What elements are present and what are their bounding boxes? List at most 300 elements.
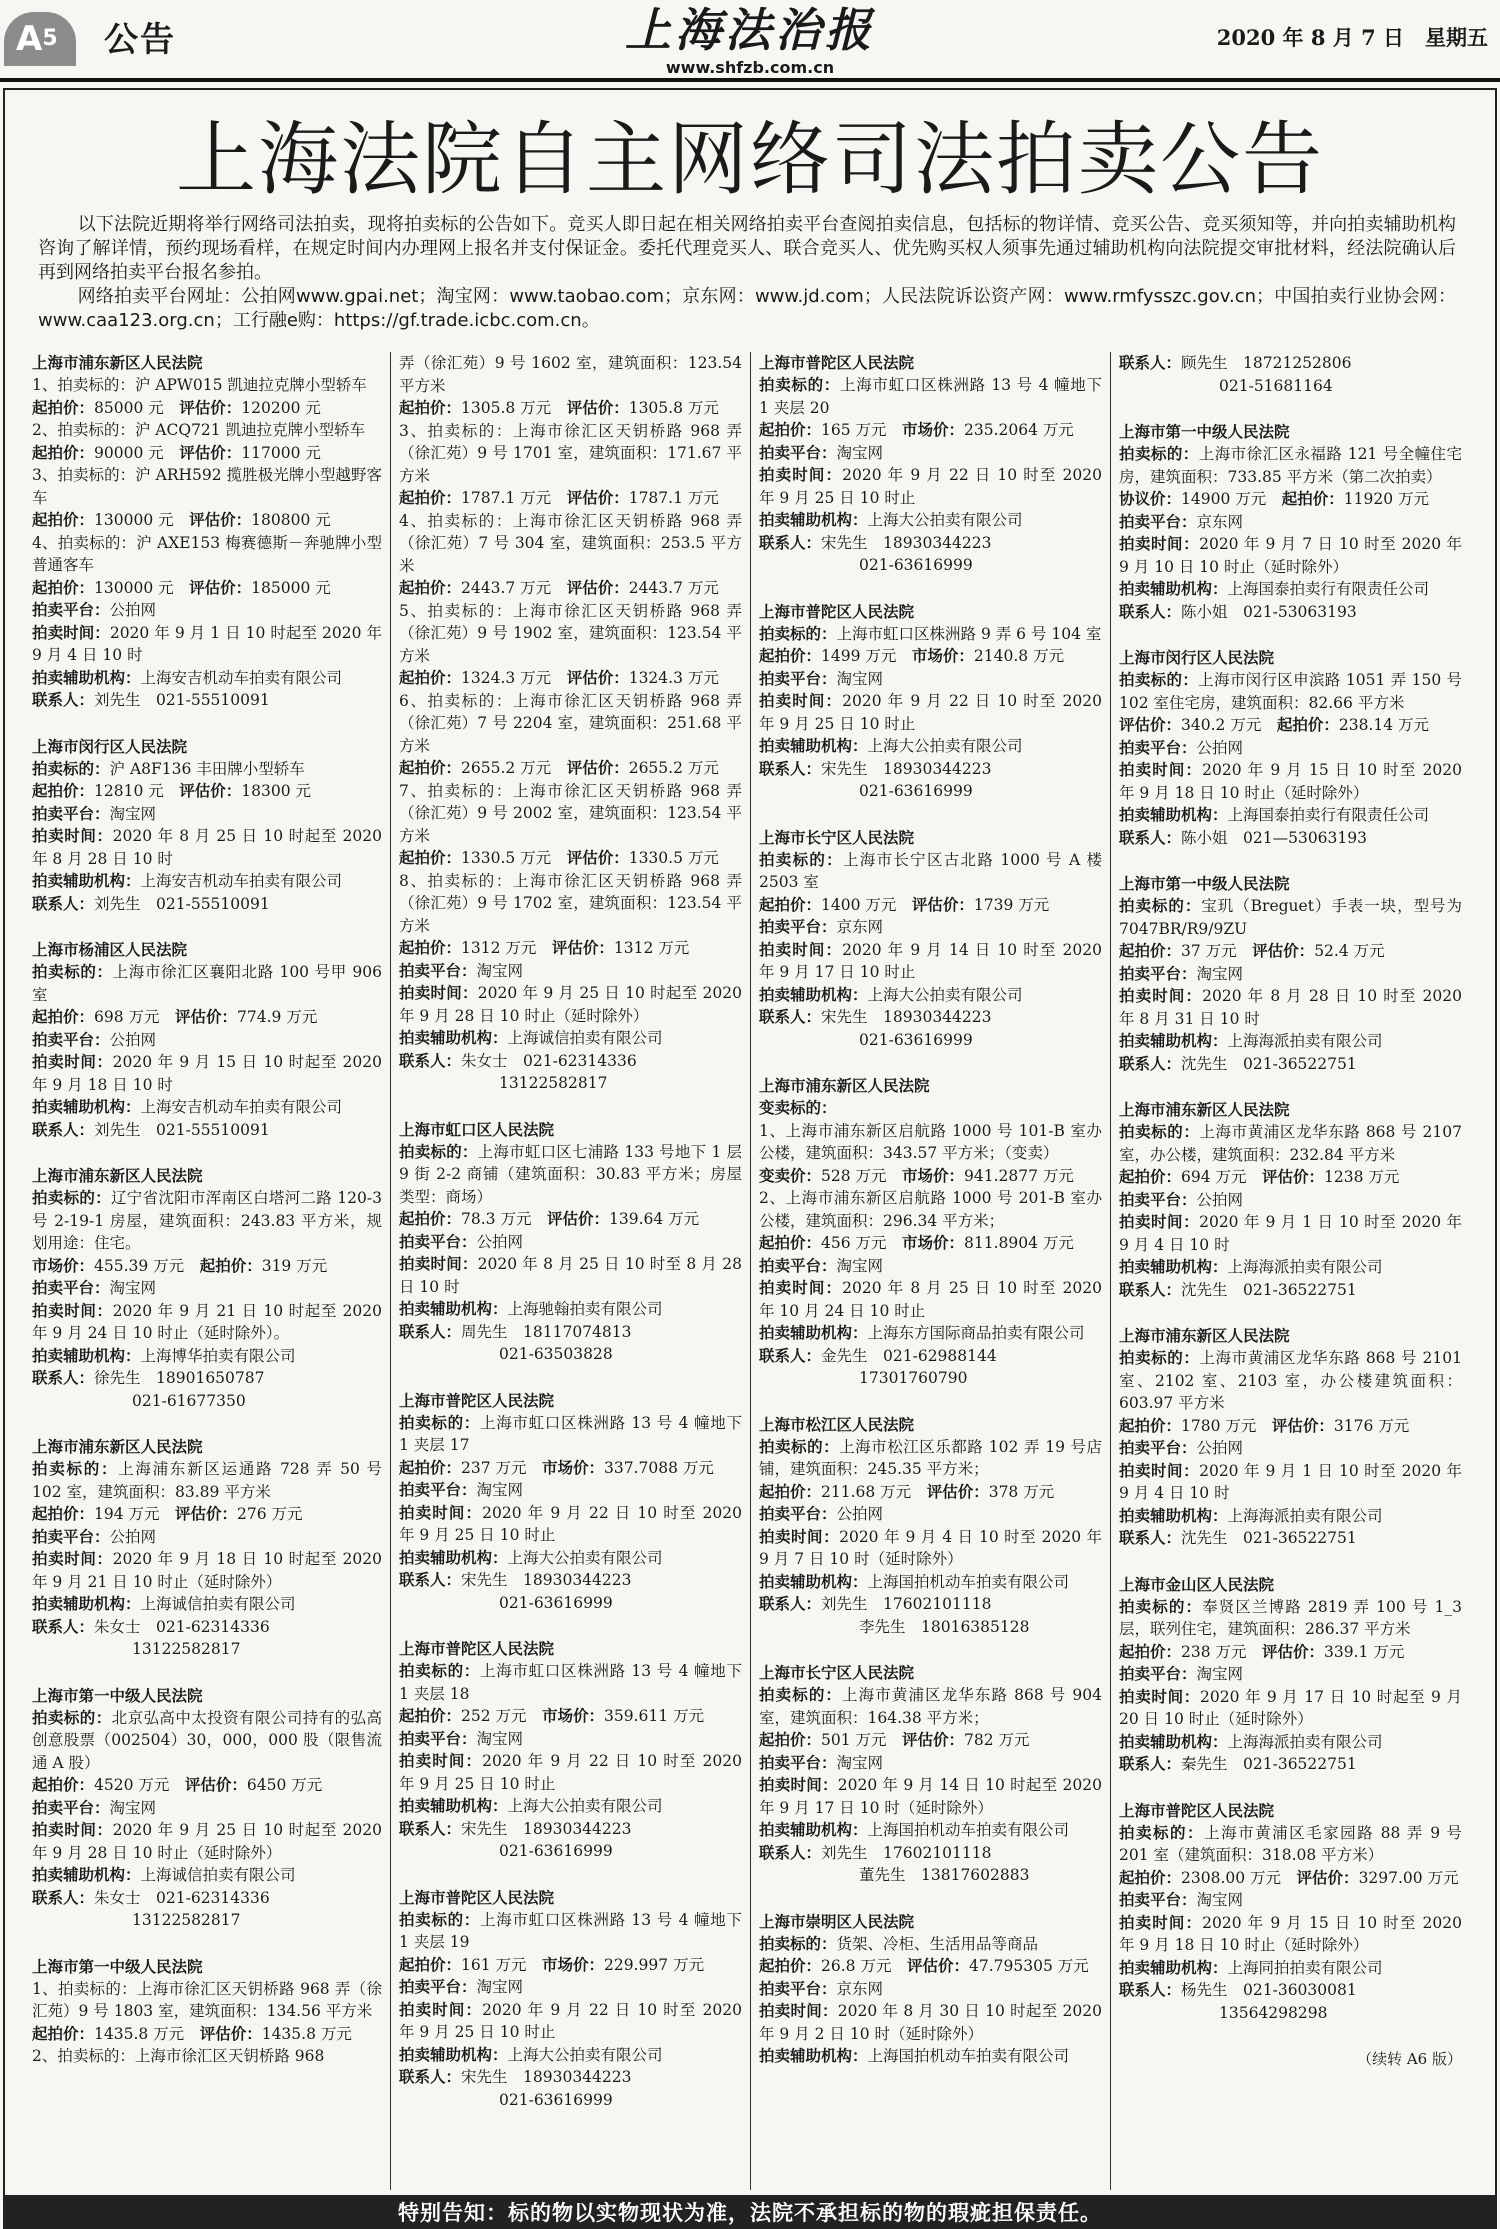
field-label: 评估价： xyxy=(175,1505,238,1523)
field-value: 13564298298 xyxy=(1219,2003,1328,2022)
field-value: 上海安吉机动车拍卖有限公司 xyxy=(140,1098,343,1116)
field-label: 起拍价： xyxy=(32,511,95,529)
court-name: 上海市普陀区人民法院 xyxy=(1119,1801,1275,1820)
field-label: 评估价： xyxy=(906,1957,969,1975)
field-label: 拍卖标的： xyxy=(32,963,113,981)
field-value: 021-63503828 xyxy=(499,1345,613,1363)
field-label: 拍卖标的： xyxy=(1119,897,1202,915)
field-label: 评估价： xyxy=(189,511,252,529)
notice-line xyxy=(399,1343,742,1366)
field-label: 拍卖标的： xyxy=(759,624,837,643)
field-label: 联系人： xyxy=(32,894,95,913)
notice-line xyxy=(759,1367,1102,1390)
field-label: 联系人： xyxy=(759,1595,822,1613)
field-label: 起拍价： xyxy=(32,2024,95,2043)
field-value: 朱女士 021-62314336 xyxy=(94,1617,270,1636)
notice-line xyxy=(399,1547,742,1570)
field-label: 拍卖标的： xyxy=(759,1686,843,1704)
notice-line xyxy=(399,1502,742,1547)
field-value: 2020 年 9 月 7 日 10 时至 2020 年 9 月 10 日 10 时止（延时除外） xyxy=(1119,535,1462,576)
notice-line xyxy=(759,1955,1102,1978)
field-label: 起拍价： xyxy=(32,578,95,597)
notice-line xyxy=(399,1840,742,1863)
field-value: 237 万元 xyxy=(461,1458,543,1477)
field-label: 起拍价： xyxy=(759,1234,822,1252)
field-label: 起拍价： xyxy=(759,1957,822,1975)
court-name: 上海市普陀区人民法院 xyxy=(759,354,915,372)
field-value: 宝玑（Breguet）手表一块，型号为 7047BR/R9/9ZU xyxy=(1119,897,1462,938)
field-value: 340.2 万元 xyxy=(1181,716,1277,734)
field-label: 市场价： xyxy=(542,1458,605,1477)
field-label: 起拍价： xyxy=(399,759,462,777)
field-label: 拍卖标的： xyxy=(399,1142,478,1161)
field-label: 联系人： xyxy=(32,1617,95,1636)
field-value: 沪 ACQ721 凯迪拉克牌小型轿车 xyxy=(134,421,366,439)
notice-line xyxy=(399,420,742,488)
field-value: 金先生 021-62988144 xyxy=(821,1346,997,1365)
field-value: 021-63616999 xyxy=(499,1842,613,1860)
field-label: 拍卖时间： xyxy=(32,623,110,642)
field-label: 拍卖时间： xyxy=(1119,1461,1200,1480)
field-value: 上海市黄浦区毛家园路 88 弄 9 号 201 室（建筑面积：318.08 平方米） xyxy=(1119,1823,1462,1864)
field-value: 公拍网 xyxy=(1196,1190,1244,1209)
field-value: 4、拍卖标的： xyxy=(399,511,513,530)
field-label: 起拍价： xyxy=(1119,942,1182,960)
field-value: 52.4 万元 xyxy=(1314,942,1385,960)
field-label: 联系人： xyxy=(32,1888,95,1907)
notice-line xyxy=(32,1503,382,1526)
auction-notice xyxy=(1119,1574,1462,1776)
field-value: 378 万元 xyxy=(988,1482,1055,1501)
field-value: 021-51681164 xyxy=(1219,376,1333,395)
auction-notice xyxy=(1119,421,1462,623)
field-label: 拍卖平台： xyxy=(1119,1891,1197,1909)
notice-line xyxy=(399,982,742,1027)
notice-line xyxy=(759,1616,1102,1639)
field-value: 37 万元 xyxy=(1181,942,1253,960)
field-value: 161 万元 xyxy=(461,1955,543,1974)
field-label: 评估价： xyxy=(926,1482,989,1501)
field-label: 联系人： xyxy=(759,1008,822,1026)
field-label: 起拍价： xyxy=(399,1458,462,1477)
court-name: 上海市长宁区人民法院 xyxy=(759,828,915,847)
field-value: 130000 元 xyxy=(94,511,190,529)
field-value: 北京弘高中太投资有限公司持有的弘高创意股票（002504）30，000，000 股（限售流通 A 股） xyxy=(32,1708,382,1772)
court-name: 上海市浦东新区人民法院 xyxy=(1119,1327,1290,1345)
notice-line xyxy=(399,1072,742,1095)
field-label: 拍卖辅助机构： xyxy=(1119,1032,1228,1050)
notice-line xyxy=(759,849,1102,894)
court-name: 上海市普陀区人民法院 xyxy=(759,602,915,621)
field-label: 拍卖平台： xyxy=(399,1729,477,1748)
auction-notice xyxy=(1119,647,1462,849)
notice-line xyxy=(399,1569,742,1592)
field-label: 拍卖辅助机构： xyxy=(32,1346,141,1365)
field-value: 上海市松江区乐都路 102 弄 19 号店铺，建筑面积：245.35 平方米； xyxy=(759,1437,1102,1478)
field-label: 拍卖时间： xyxy=(759,1527,840,1546)
field-value: 2020 年 8 月 30 日 10 时起至 2020 年 9 月 2 日 10 时（延时除外） xyxy=(759,2002,1102,2043)
field-label: 评估价： xyxy=(566,849,629,867)
notice-line xyxy=(759,916,1102,939)
field-label: 起拍价： xyxy=(1276,716,1339,734)
field-label: 评估价： xyxy=(551,939,614,957)
field-value: 782 万元 xyxy=(964,1731,1030,1749)
field-value: 3、拍卖标的： xyxy=(32,466,136,484)
notice-line xyxy=(32,2045,382,2068)
notice-line xyxy=(32,442,382,465)
notice-line xyxy=(759,1729,1102,1752)
notice-line xyxy=(32,1458,382,1503)
auction-notice xyxy=(1119,352,1462,397)
field-value: 165 万元 xyxy=(821,421,903,439)
notice-line xyxy=(759,1571,1102,1594)
field-label: 拍卖标的： xyxy=(759,1437,840,1456)
column-3 xyxy=(750,352,1110,2190)
notice-line xyxy=(399,397,742,420)
field-value: 1435.8 万元 xyxy=(94,2024,200,2043)
field-label: 起拍价： xyxy=(399,939,462,957)
field-value: 刘先生 021-55510091 xyxy=(94,894,270,913)
page-headline: 上海法院自主网络司法拍卖公告 xyxy=(176,113,1324,206)
court-name: 上海市第一中级人民法院 xyxy=(1119,875,1290,893)
field-value: 上海市虹口区株洲路 13 号 4 幢地下 1 夹层 20 xyxy=(759,376,1102,417)
notice-line xyxy=(759,1120,1102,1165)
field-value: 上海市徐汇区天钥桥路 968 xyxy=(134,2047,325,2065)
field-label: 起拍价： xyxy=(399,399,462,417)
field-value: 229.997 万元 xyxy=(604,1955,705,1974)
notice-line xyxy=(32,1797,382,1820)
field-label: 市场价： xyxy=(902,421,965,439)
auction-notice xyxy=(32,1165,382,1412)
auction-notice xyxy=(399,1638,742,1863)
field-value: 公拍网 xyxy=(476,1232,524,1251)
field-value: 2020 年 9 月 1 日 10 时至 2020 年 9 月 4 日 10 时 xyxy=(1119,1213,1462,1254)
notice-line xyxy=(759,690,1102,735)
field-value: 2020 年 8 月 25 日 10 时起至 2020 年 8 月 28 日 10 时 xyxy=(32,827,382,868)
field-value: 2020 年 9 月 14 日 10 时起至 2020 年 9 月 17 日 10 时（延时除外） xyxy=(759,1776,1102,1817)
field-value: 1305.8 万元 xyxy=(628,399,719,417)
field-label: 拍卖标的： xyxy=(1119,1349,1200,1367)
page-letter: A xyxy=(16,19,43,59)
field-value: 朱女士 021-62314336 xyxy=(461,1051,637,1070)
field-value: 1、拍卖标的： xyxy=(32,1979,137,1998)
notice-line xyxy=(759,2045,1102,2068)
field-value: 公拍网 xyxy=(836,1505,884,1523)
field-label: 拍卖时间： xyxy=(32,1053,113,1071)
newspaper-url[interactable]: www.shfzb.com.cn xyxy=(665,58,835,77)
field-value: 021-61677350 xyxy=(132,1391,246,1410)
field-value: 上海大公拍卖有限公司 xyxy=(867,737,1023,755)
notice-line xyxy=(1119,1121,1462,1166)
notice-line xyxy=(1119,1347,1462,1415)
field-label: 拍卖时间： xyxy=(399,2000,483,2019)
notice-line xyxy=(759,1774,1102,1819)
field-label: 拍卖平台： xyxy=(32,804,110,823)
field-label: 拍卖时间： xyxy=(1119,761,1203,779)
auction-notice xyxy=(32,736,382,916)
field-label: 拍卖标的： xyxy=(1119,1597,1203,1616)
notice-line xyxy=(32,509,382,532)
notice-line xyxy=(399,1976,742,1999)
field-label: 拍卖平台： xyxy=(759,1979,837,1998)
field-value: 陈小姐 021—53063193 xyxy=(1181,828,1367,847)
field-label: 起拍价： xyxy=(1119,1868,1182,1887)
field-label: 联系人： xyxy=(759,533,822,552)
notice-line xyxy=(759,1864,1102,1887)
field-value: 上海安吉机动车拍卖有限公司 xyxy=(140,872,343,890)
notice-line xyxy=(759,780,1102,803)
field-value: 宋先生 18930344223 xyxy=(461,2068,632,2086)
field-value: 沈先生 021-36522751 xyxy=(1181,1054,1357,1073)
notice-line xyxy=(399,870,742,938)
field-label: 拍卖平台： xyxy=(1119,1665,1197,1683)
field-value: 2443.7 万元 xyxy=(461,579,567,597)
field-label: 拍卖平台： xyxy=(759,1256,837,1275)
notice-line xyxy=(1119,1460,1462,1505)
field-value: 6、拍卖标的： xyxy=(399,691,513,710)
notice-line xyxy=(1119,1822,1462,1867)
field-value: 淘宝网 xyxy=(109,804,157,823)
field-label: 起拍价： xyxy=(399,1955,462,1974)
notice-line xyxy=(759,1526,1102,1571)
notice-line xyxy=(32,1526,382,1549)
field-value: 6450 万元 xyxy=(246,1776,323,1794)
notice-line xyxy=(32,1300,382,1345)
field-value: 上海市闵行区申滨路 1051 弄 150 号 102 室住宅房，建筑面积：82.66 平方米 xyxy=(1119,671,1462,712)
notice-line xyxy=(399,1479,742,1502)
field-value: 3176 万元 xyxy=(1333,1416,1410,1435)
field-label: 起拍价： xyxy=(32,398,95,417)
field-label: 拍卖平台： xyxy=(32,1030,110,1049)
field-label: 起拍价： xyxy=(759,421,822,439)
notice-line xyxy=(1119,1211,1462,1256)
notice-columns xyxy=(30,352,1472,2190)
field-value: 8、拍卖标的： xyxy=(399,871,513,890)
field-value: 刘先生 021-55510091 xyxy=(94,691,270,709)
notice-line xyxy=(399,1818,742,1841)
field-value: 上海市虹口区株洲路 9 弄 6 号 104 室 xyxy=(836,624,1102,643)
field-value: 沪 APW015 凯迪拉克牌小型轿车 xyxy=(134,376,367,394)
auction-notice xyxy=(32,352,382,712)
field-label: 拍卖时间： xyxy=(1119,1687,1201,1706)
field-value: 4、拍卖标的： xyxy=(32,533,137,552)
field-label: 起拍价： xyxy=(399,1707,462,1725)
field-value: 2、上海市浦东新区启航路 1000 号 201-B 室办公楼，建筑面积：296.34 平方米； xyxy=(759,1189,1102,1230)
field-label: 拍卖辅助机构： xyxy=(759,1324,868,1342)
field-label: 协议价： xyxy=(1119,490,1182,508)
notice-line xyxy=(759,1006,1102,1029)
field-label: 拍卖平台： xyxy=(399,961,477,980)
notice-line xyxy=(1119,1053,1462,1076)
field-label: 拍卖标的： xyxy=(32,1460,119,1478)
field-value: 1787.1 万元 xyxy=(628,489,719,507)
field-label: 拍卖标的： xyxy=(1119,671,1199,689)
field-value: 1312 万元 xyxy=(613,939,690,957)
field-value: 上海大公拍卖有限公司 xyxy=(507,1797,663,1815)
field-value: 上海诚信拍卖有限公司 xyxy=(140,1866,296,1884)
field-label: 联系人： xyxy=(1119,828,1182,847)
field-label: 评估价： xyxy=(179,398,242,417)
field-value: 淘宝网 xyxy=(836,669,884,688)
field-label: 评估价： xyxy=(911,895,974,914)
field-label: 拍卖时间： xyxy=(759,940,843,959)
field-value: 3297.00 万元 xyxy=(1358,1868,1459,1887)
field-label: 拍卖时间： xyxy=(1119,987,1203,1005)
notice-line xyxy=(32,622,382,667)
field-value: 2020 年 9 月 22 日 10 时至 2020 年 9 月 25 日 10 时止 xyxy=(399,1503,742,1544)
page-number-tab xyxy=(4,12,76,66)
field-label: 拍卖标的： xyxy=(32,759,110,778)
notice-line xyxy=(32,2023,382,2046)
notice-line xyxy=(759,1322,1102,1345)
field-value: 021-63616999 xyxy=(499,2090,613,2109)
field-value: 2020 年 9 月 25 日 10 时起至 2020 年 9 月 28 日 10 时止（延时除外） xyxy=(32,1821,382,1862)
field-value: 上海市徐汇区天钥桥路 968 弄（徐汇苑）9 号 1902 室，建筑面积：123.54 平方米 xyxy=(399,601,742,665)
field-label: 拍卖辅助机构： xyxy=(399,1300,508,1318)
notice-line xyxy=(399,1592,742,1615)
field-label: 拍卖平台： xyxy=(399,1232,477,1251)
notice-line xyxy=(32,1616,382,1639)
notice-line xyxy=(759,984,1102,1007)
court-name: 上海市普陀区人民法院 xyxy=(399,1888,555,1907)
notice-line xyxy=(399,960,742,983)
field-value: 4520 万元 xyxy=(94,1776,185,1794)
field-value: 淘宝网 xyxy=(476,1481,524,1499)
field-value: 2020 年 8 月 25 日 10 时至 2020 年 10 月 24 日 10 时止 xyxy=(759,1279,1102,1320)
notice-line xyxy=(399,1457,742,1480)
notice-line xyxy=(399,1321,742,1344)
notice-line xyxy=(32,1707,382,1775)
court-name: 上海市浦东新区人民法院 xyxy=(1119,1101,1290,1119)
field-value: 上海驰翰拍卖有限公司 xyxy=(507,1300,663,1318)
field-label: 联系人： xyxy=(1119,1755,1182,1773)
notice-line xyxy=(399,1253,742,1298)
field-label: 拍卖标的： xyxy=(399,1662,480,1680)
notice-line xyxy=(399,690,742,758)
field-value: 7、拍卖标的： xyxy=(399,781,513,800)
notice-line xyxy=(1119,1753,1462,1776)
notice-line xyxy=(1119,1527,1462,1550)
notice-line xyxy=(1119,940,1462,963)
field-value: 2020 年 9 月 4 日 10 时至 2020 年 9 月 7 日 10 时（延时除外） xyxy=(759,1527,1102,1568)
auction-notice xyxy=(399,1887,742,2112)
notice-line xyxy=(32,780,382,803)
field-label: 评估价： xyxy=(1296,1868,1359,1887)
field-label: 评估价： xyxy=(175,1008,238,1026)
field-value: 180800 元 xyxy=(251,511,331,529)
field-label: 评估价： xyxy=(179,443,242,462)
field-label: 评估价： xyxy=(566,759,629,777)
auction-notice xyxy=(759,1414,1102,1639)
notice-line xyxy=(1119,2002,1462,2025)
field-value: 秦先生 021-36522751 xyxy=(1181,1755,1357,1773)
field-value: 2、拍卖标的： xyxy=(32,2047,135,2065)
notice-line xyxy=(1119,601,1462,624)
field-value: 13122582817 xyxy=(499,1074,608,1092)
field-value: 辽宁省沈阳市浑南区白塔河二路 120-3 号 2-19-1 房屋，建筑面积：243.83 平方米，规划用途：住宅。 xyxy=(32,1189,382,1252)
field-value: 194 万元 xyxy=(94,1505,176,1523)
field-value: 1324.3 万元 xyxy=(461,669,567,687)
field-value: 上海市黄浦区龙华东路 868 号 2101 室、2102 室、2103 室，办公楼建筑面积：603.97 平方米 xyxy=(1119,1349,1462,1412)
page-number: 5 xyxy=(42,26,58,51)
field-label: 拍卖标的： xyxy=(1119,445,1199,463)
notice-line xyxy=(399,937,742,960)
field-value: 14900 万元 xyxy=(1181,490,1282,508)
field-value: 上海市徐汇区天钥桥路 968 弄（徐汇苑）7 号 2204 室，建筑面积：251.68 平方米 xyxy=(399,691,742,755)
field-value: 淘宝网 xyxy=(109,1798,157,1817)
field-label: 评估价： xyxy=(184,1776,247,1794)
field-value: 252 万元 xyxy=(461,1707,543,1725)
notice-line xyxy=(759,1187,1102,1232)
notice-line xyxy=(399,600,742,668)
field-label: 拍卖辅助机构： xyxy=(399,1029,508,1047)
field-value: 公拍网 xyxy=(109,1527,157,1546)
footer-notice: 特别告知：标的物以实物现状为准，法院不承担标的物的瑕疵担保责任。 xyxy=(3,2197,1497,2229)
field-value: 上海市徐汇区天钥桥路 968 弄（徐汇苑）9 号 1702 室，建筑面积：123.54 平方米 xyxy=(399,871,742,935)
field-label: 拍卖平台： xyxy=(32,1279,110,1297)
field-label: 拍卖时间： xyxy=(1119,535,1200,553)
field-value: 1787.1 万元 xyxy=(461,489,567,507)
field-value: 2020 年 8 月 25 日 10 时至 8 月 28 日 10 时 xyxy=(399,1255,742,1296)
field-label: 联系人： xyxy=(399,2068,462,2086)
field-label: 起拍价： xyxy=(32,443,95,462)
field-value: 337.7088 万元 xyxy=(604,1458,714,1477)
field-label: 起拍价： xyxy=(399,579,462,597)
notice-line xyxy=(399,1208,742,1231)
notice-line xyxy=(32,532,382,577)
field-label: 拍卖平台： xyxy=(759,669,837,688)
field-label: 评估价： xyxy=(1271,1416,1334,1435)
field-label: 拍卖平台： xyxy=(399,1481,477,1499)
field-value: 1、拍卖标的： xyxy=(32,376,135,394)
field-label: 市场价： xyxy=(542,1955,605,1974)
notice-line xyxy=(399,847,742,870)
notice-line xyxy=(399,1750,742,1795)
field-value: 顾先生 18721252806 xyxy=(1181,354,1352,372)
intro-paragraph: 以下法院近期将举行网络司法拍卖，现将拍卖标的公告如下。竞买人即日起在相关网络拍卖平台查阅拍卖信息，包括标的物详情、竞买公告、竞买须知等，并向拍卖辅助机构咨询了解详情，预约现场看样，在规定时间内办理网上报名并支付保证金。委托代理竞买人、联合竞买人、优先购买权人须事先通过辅助机构向法院提交审批材料，经法院确认后再到网络拍卖平台报名参拍。 xyxy=(38,214,1456,283)
notice-line xyxy=(32,374,382,397)
field-label: 拍卖辅助机构： xyxy=(759,2047,868,2065)
field-label: 拍卖时间： xyxy=(759,466,843,484)
field-value: 021-63616999 xyxy=(499,1593,613,1612)
field-value: 2308.00 万元 xyxy=(1181,1868,1297,1887)
field-label: 联系人： xyxy=(399,1819,462,1838)
notice-line xyxy=(399,1705,742,1728)
field-value: 2020 年 9 月 25 日 10 时起至 2020 年 9 月 28 日 10 时止（延时除外） xyxy=(399,984,742,1025)
field-label: 拍卖辅助机构： xyxy=(1119,580,1228,598)
notice-line xyxy=(759,735,1102,758)
field-value: 上海市徐汇区天钥桥路 968 弄（徐汇苑）9 号 1701 室，建筑面积：171.67 平方米 xyxy=(399,421,742,485)
notice-line xyxy=(399,1027,742,1050)
notice-line xyxy=(399,352,742,397)
notice-line xyxy=(1119,759,1462,804)
notice-line xyxy=(759,1255,1102,1278)
field-value: 宋先生 18930344223 xyxy=(461,1819,632,1838)
court-name: 上海市浦东新区人民法院 xyxy=(32,1438,203,1456)
field-label: 拍卖平台： xyxy=(1119,512,1197,531)
field-label: 变卖标的： xyxy=(759,1099,837,1117)
notice-line xyxy=(759,1842,1102,1865)
auction-notice xyxy=(759,1075,1102,1390)
notice-line xyxy=(32,419,382,442)
field-value: 李先生 18016385128 xyxy=(859,1617,1030,1636)
field-value: 淘宝网 xyxy=(836,1753,884,1772)
field-value: 1305.8 万元 xyxy=(461,399,567,417)
notice-line xyxy=(32,1255,382,1278)
field-label: 联系人： xyxy=(1119,354,1182,372)
notice-line xyxy=(759,1752,1102,1775)
field-value: 淘宝网 xyxy=(1196,964,1244,983)
